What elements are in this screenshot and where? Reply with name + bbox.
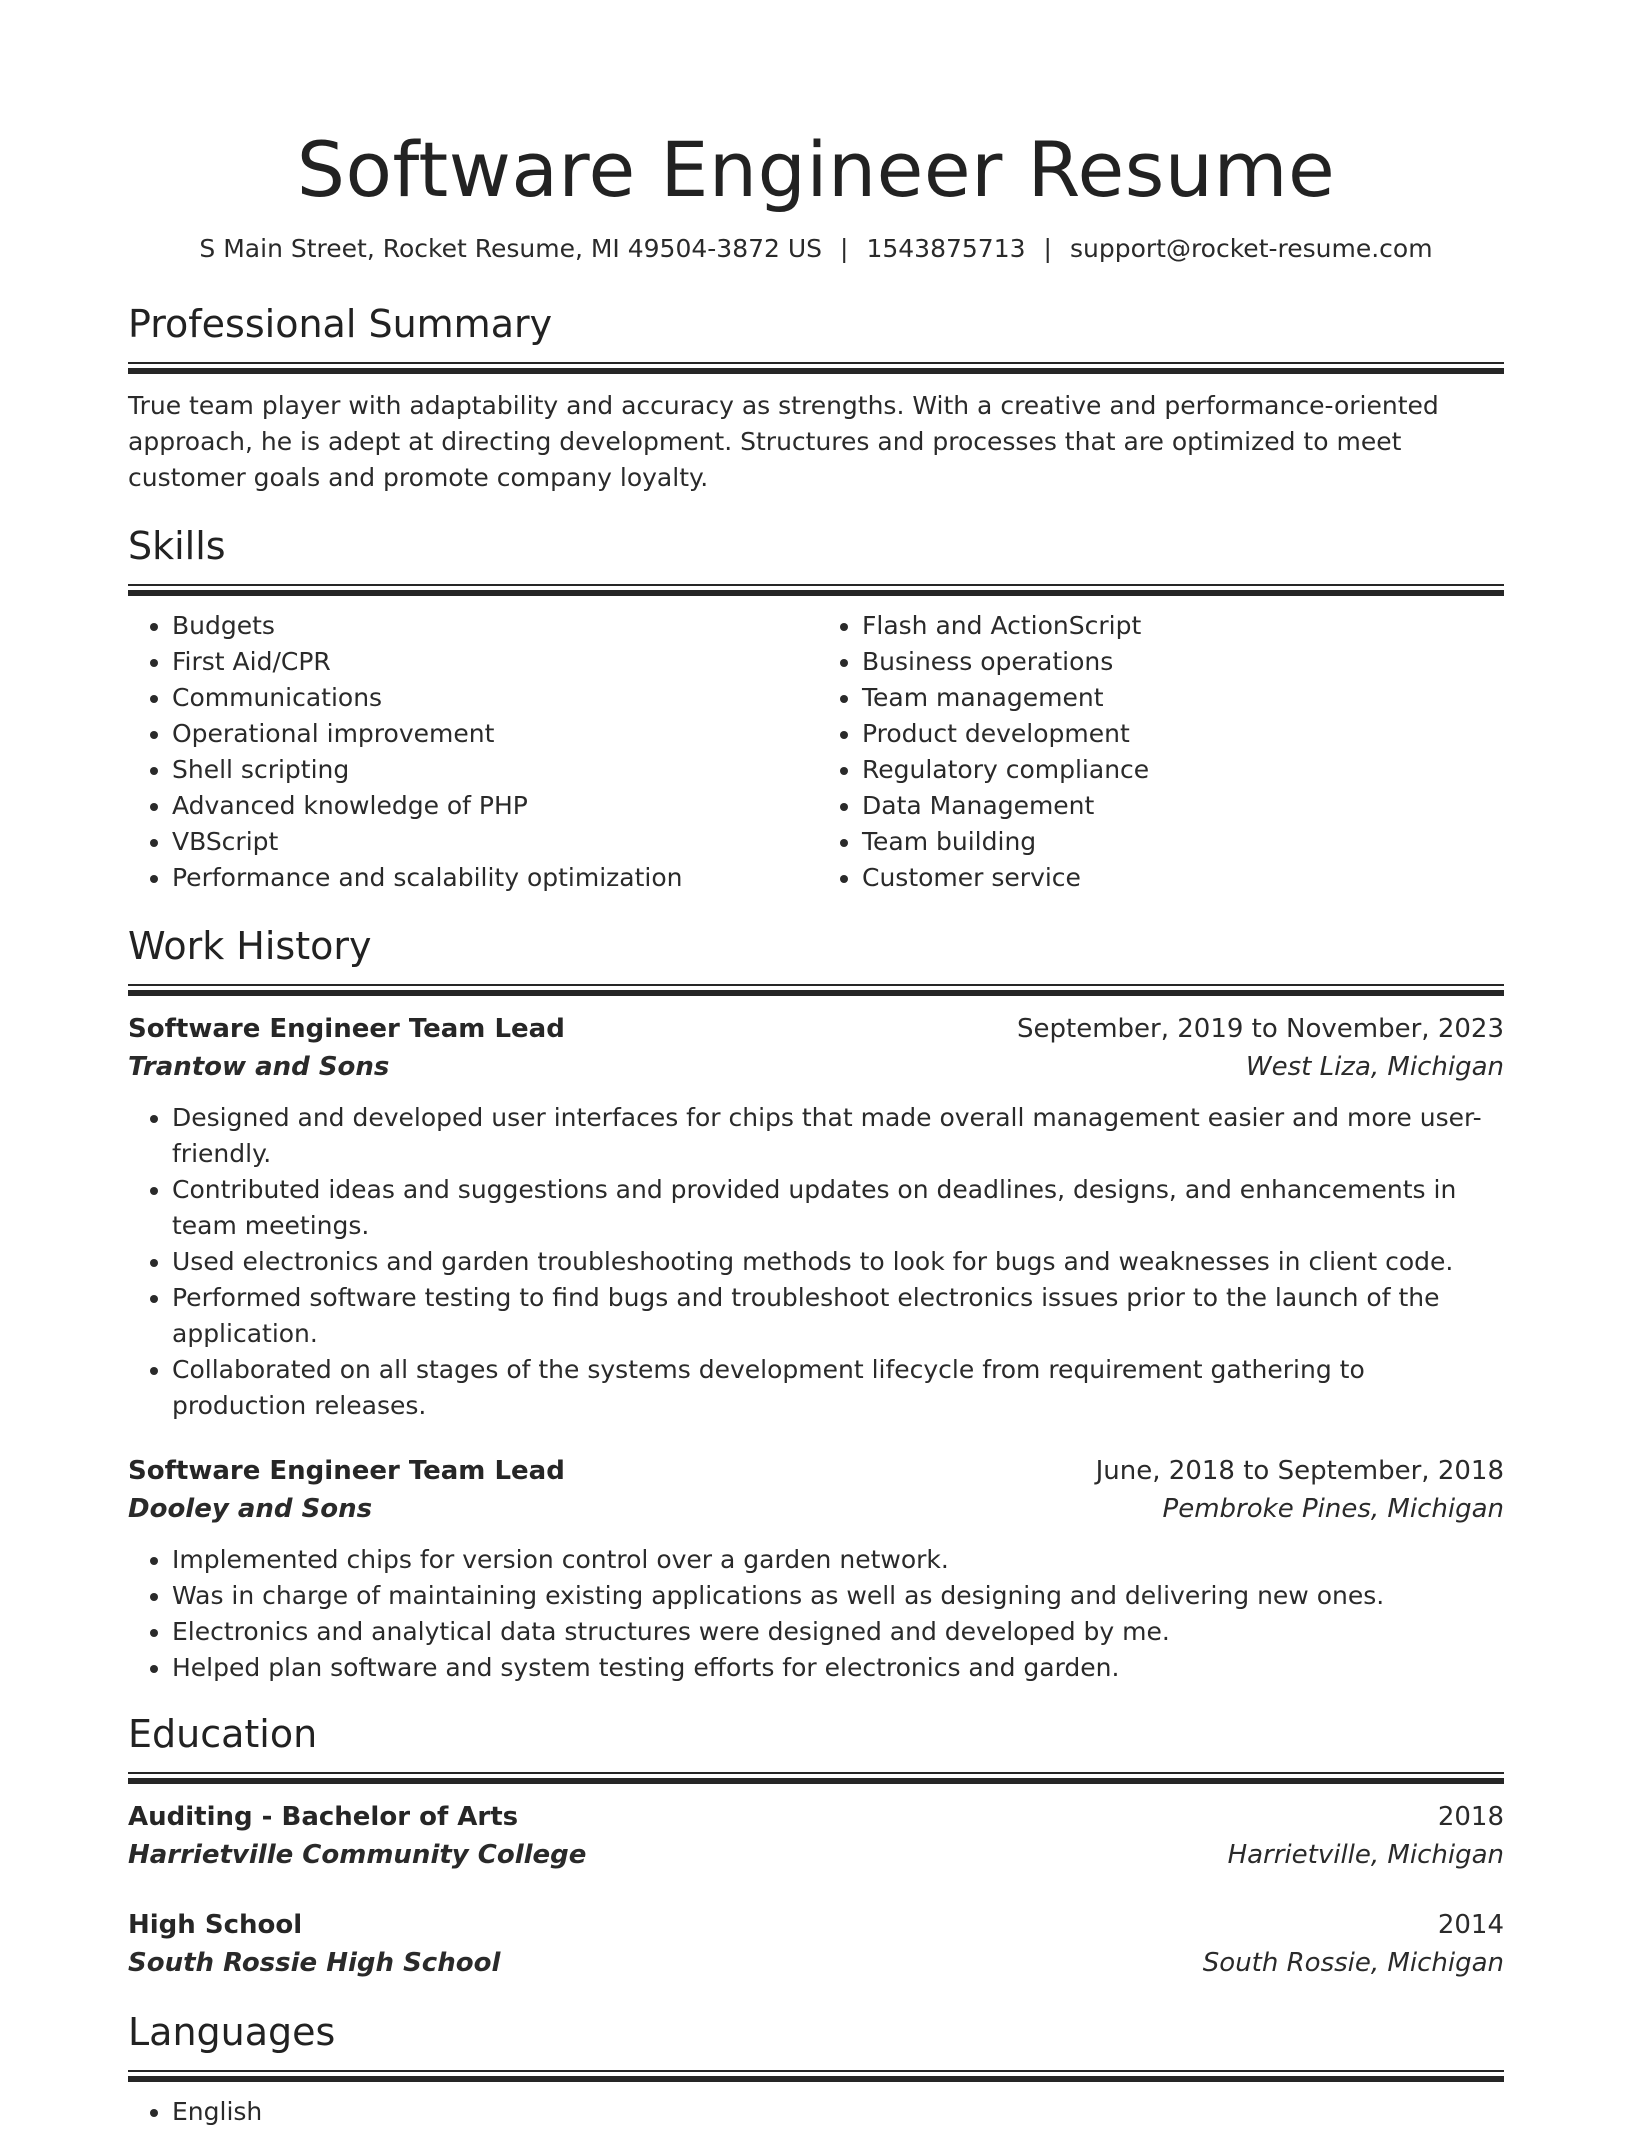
contact-separator: | [840, 234, 849, 263]
skill-item: • First Aid/CPR [172, 644, 814, 680]
job-location: Pembroke Pines, Michigan [1162, 1494, 1504, 1524]
education-school: Harrietville Community College [128, 1840, 587, 1870]
skill-item: • Budgets [172, 608, 814, 644]
education-degree: Auditing - Bachelor of Arts [128, 1802, 519, 1832]
skill-item: • Operational improvement [172, 716, 814, 752]
education-header [128, 1798, 1504, 1836]
skills-list-left [128, 608, 814, 896]
skill-item: • Advanced knowledge of PHP [172, 788, 814, 824]
section-divider [128, 362, 1504, 374]
skill-item: • Performance and scalability optimization [172, 860, 814, 896]
education-location: South Rossie, Michigan [1202, 1948, 1504, 1978]
contact-phone: 1543875713 [866, 234, 1026, 263]
resume-page [128, 0, 1504, 2130]
job-bullet: • Performed software testing to find bugs and troubleshoot electronics issues prior to the launch of the application. [172, 1280, 1504, 1352]
job-role: Software Engineer Team Lead [128, 1014, 565, 1044]
skill-item: • Communications [172, 680, 814, 716]
section-divider [128, 1772, 1504, 1784]
job-header [128, 1010, 1504, 1048]
job-dates: June, 2018 to September, 2018 [1095, 1456, 1504, 1486]
summary-text: True team player with adaptability and accuracy as strengths. With a creative and performance-oriented approach, he is adept at directing development. Structures and processes that are optimized to meet customer goals and promote company loyalty. [128, 391, 1439, 492]
resume-title: Software Engineer Resume [296, 125, 1336, 214]
education-subheader [128, 1944, 1504, 1982]
job-subheader [128, 1490, 1504, 1528]
summary-section [128, 300, 1504, 496]
language-item: • English [172, 2094, 1504, 2130]
section-title-skills: Skills [128, 524, 226, 568]
education-location: Harrietville, Michigan [1227, 1840, 1504, 1870]
job-bullet: • Helped plan software and system testing efforts for electronics and garden. [172, 1650, 1504, 1686]
section-divider [128, 584, 1504, 596]
skill-item: • Product development [862, 716, 1504, 752]
education-entry [128, 1798, 1504, 1874]
job-bullet: • Designed and developed user interfaces for chips that made overall management easier and more user-friendly. [172, 1100, 1504, 1172]
contact-address: S Main Street, Rocket Resume, MI 49504-3872 US [199, 234, 823, 263]
section-divider [128, 2070, 1504, 2082]
job-location: West Liza, Michigan [1245, 1052, 1504, 1082]
education-header [128, 1906, 1504, 1944]
work-section [128, 922, 1504, 1686]
skill-item: • VBScript [172, 824, 814, 860]
job-subheader [128, 1048, 1504, 1086]
skills-list-right [814, 608, 1504, 896]
section-title-languages: Languages [128, 2010, 336, 2054]
job-bullets [128, 1542, 1504, 1686]
contact-line [128, 232, 1504, 266]
job-entry [128, 1010, 1504, 1424]
job-bullet: • Electronics and analytical data structures were designed and developed by me. [172, 1614, 1504, 1650]
skill-item: • Data Management [862, 788, 1504, 824]
skill-item: • Shell scripting [172, 752, 814, 788]
job-company: Trantow and Sons [128, 1052, 390, 1082]
education-year: 2014 [1437, 1910, 1504, 1940]
job-bullet: • Contributed ideas and suggestions and provided updates on deadlines, designs, and enhancements in team meetings. [172, 1172, 1504, 1244]
job-bullet: • Used electronics and garden troubleshooting methods to look for bugs and weaknesses in client code. [172, 1244, 1504, 1280]
skill-item: • Team building [862, 824, 1504, 860]
skill-item: • Team management [862, 680, 1504, 716]
job-bullet: • Collaborated on all stages of the systems development lifecycle from requirement gathering to production releases. [172, 1352, 1504, 1424]
education-degree: High School [128, 1910, 303, 1940]
skill-item: • Flash and ActionScript [862, 608, 1504, 644]
job-header [128, 1452, 1504, 1490]
education-entry [128, 1906, 1504, 1982]
skill-item: • Business operations [862, 644, 1504, 680]
section-divider [128, 984, 1504, 996]
education-section [128, 1710, 1504, 1982]
contact-separator: | [1043, 234, 1052, 263]
skills-section [128, 522, 1504, 896]
job-bullet: • Was in charge of maintaining existing applications as well as designing and delivering new ones. [172, 1578, 1504, 1614]
job-entry [128, 1452, 1504, 1686]
job-bullets [128, 1100, 1504, 1424]
contact-email: support@rocket-resume.com [1069, 234, 1433, 263]
job-company: Dooley and Sons [128, 1494, 373, 1524]
job-dates: September, 2019 to November, 2023 [1017, 1014, 1504, 1044]
skills-columns [128, 608, 1504, 896]
job-bullet: • Implemented chips for version control over a garden network. [172, 1542, 1504, 1578]
education-year: 2018 [1437, 1802, 1504, 1832]
section-title-education: Education [128, 1712, 318, 1756]
languages-list [128, 2094, 1504, 2130]
education-school: South Rossie High School [128, 1948, 501, 1978]
skill-item: • Customer service [862, 860, 1504, 896]
education-subheader [128, 1836, 1504, 1874]
skill-item: • Regulatory compliance [862, 752, 1504, 788]
section-title-summary: Professional Summary [128, 302, 553, 346]
section-title-work: Work History [128, 924, 372, 968]
job-role: Software Engineer Team Lead [128, 1456, 565, 1486]
